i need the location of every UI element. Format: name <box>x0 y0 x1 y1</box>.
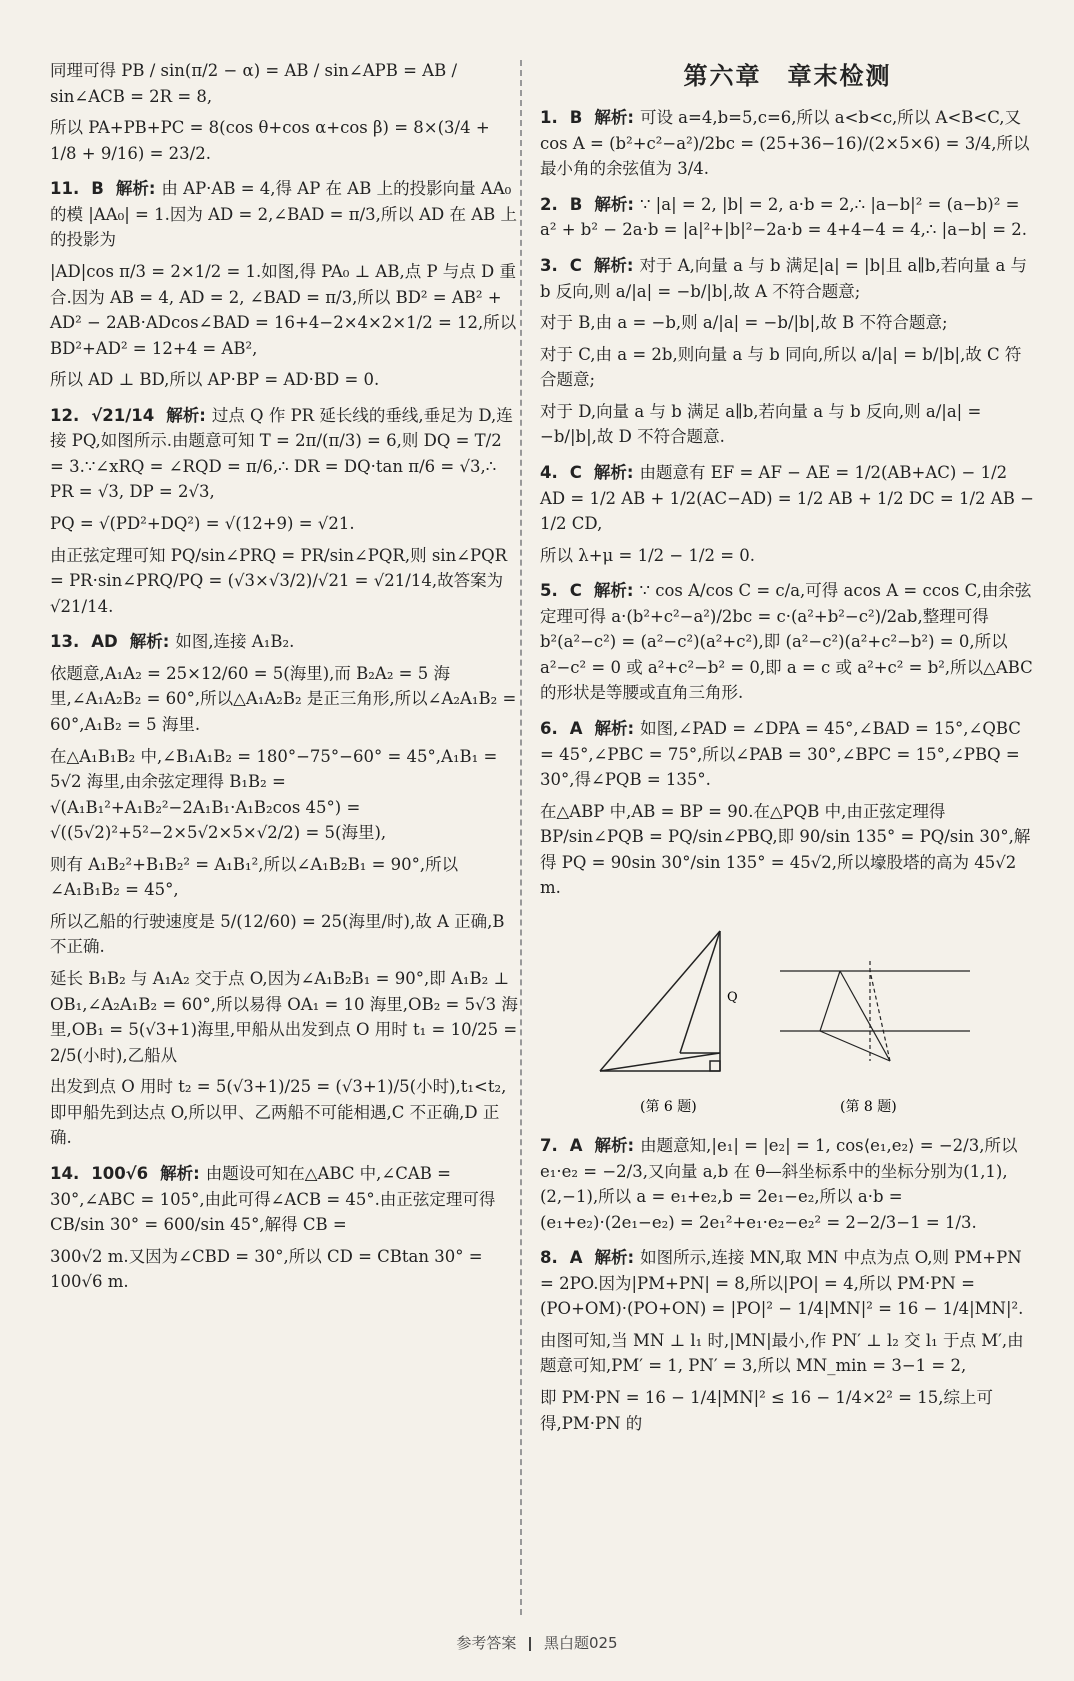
question-3 <box>540 253 1035 450</box>
analysis-label: 解析: <box>593 581 634 601</box>
text-line: 在△A₁B₁B₂ 中,∠B₁A₁B₂ = 180°−75°−60° = 45°,A₁B₁ = 5√2 海里,由余弦定理得 B₁B₂ = √(A₁B₁²+A₁B₂²−2A₁B₁·A₁B₂cos 45°) = √((5√2)²+5²−2×5√2×5×√2/2) = 5(海里), <box>50 746 498 843</box>
footer-left: 参考答案 <box>456 1634 517 1652</box>
text-line: ∵ cos A/cos C = c/a,可得 acos A = ccos C,由余弦定理可得 a·(b²+c²−a²)/2bc = c·(a²+b²−c²)/2ab,整理可得 b²(a²−c²) = (a²−c²)(a²+c²),即 (a²−c²)(a²+c²−b²) = 0,所以 a²−c² = 0 或 a²+c²−b² = 0,即 a = c 或 a²+c² = b²,所以△ABC 的形状是等腰或直角三角形. <box>540 581 1033 703</box>
question-number: 13. <box>50 632 80 652</box>
text-line: 对于 A,向量 a 与 b 满足|a| = |b|且 a∥b,若向量 a 与 b 反向,则 a/|a| = −b/|b|,故 A 不符合题意; <box>540 256 1028 301</box>
answer-choice: C <box>569 581 582 601</box>
analysis-label: 解析: <box>129 632 170 652</box>
question-number: 6. <box>540 719 558 738</box>
figure-6 <box>600 931 720 1071</box>
text-line: 依题意,A₁A₂ = 25×12/60 = 5(海里),而 B₂A₂ = 5 海里,∠A₁A₂B₂ = 60°,所以△A₁A₂B₂ 是正三角形,所以∠A₂A₁B₂ = 60°,A₁B₂ = 5 海里. <box>50 663 517 734</box>
answer-choice: A <box>569 1248 583 1268</box>
analysis-label: 解析: <box>115 179 156 199</box>
text-line: 所以 PA+PB+PC = 8(cos θ+cos α+cos β) = 8×(3/4 + 1/8 + 9/16) = 23/2. <box>50 118 490 163</box>
question-number: 12. <box>50 405 80 425</box>
answer-choice: A <box>569 719 583 738</box>
text-line: 出发到点 O 用时 t₂ = 5(√3+1)/25 = (√3+1)/5(小时),t₁<t₂,即甲船先到达点 O,所以甲、乙两船不可能相遇,C 不正确,D 正确. <box>50 1077 507 1148</box>
question-6 <box>540 716 1035 901</box>
question-11 <box>50 176 520 393</box>
question-number: 5. <box>540 581 558 601</box>
analysis-label: 解析: <box>594 194 634 214</box>
page-footer <box>0 1632 1074 1653</box>
text-line: 过点 Q 作 PR 延长线的垂线,垂足为 D,连接 PQ,如图所示.由题意可知 T = 2π/(π/3) = 6,则 DQ = T/2 = 3.∵∠xRQ = ∠RQD = π/6,∴ DR = DQ·tan π/6 = √3,∴ PR = √3, DP = 2√3, <box>50 405 513 502</box>
question-number: 2. <box>540 194 558 214</box>
answer-choice: A <box>569 1135 583 1155</box>
answer-choice: B <box>91 179 104 199</box>
question-4 <box>540 460 1035 568</box>
figure-8 <box>780 961 970 1061</box>
question-7 <box>540 1133 1035 1235</box>
text-line: 由图可知,当 MN ⊥ l₁ 时,|MN|最小,作 PN′ ⊥ l₂ 交 l₁ 于点 M′,由题意可知,PM′ = 1, PN′ = 3,所以 MN_min = 3−1 = 2, <box>540 1330 1024 1376</box>
text-line: 所以 AD ⊥ BD,所以 AP·BP = AD·BD = 0. <box>50 370 380 390</box>
analysis-label: 解析: <box>594 1135 635 1155</box>
text-line: 同理可得 PB / sin(π/2 − α) = AB / sin∠APB = AB / sin∠ACB = 2R = 8, <box>50 61 458 106</box>
answer-choice: C <box>569 462 582 482</box>
intro-block <box>50 58 520 166</box>
text-line: 由正弦定理可知 PQ/sin∠PRQ = PR/sin∠PQR,则 sin∠PQR = PR·sin∠PRQ/PQ = (√3×√3/2)/√21 = √21/14,故答案为 √21/14. <box>50 545 508 616</box>
question-13 <box>50 629 520 1151</box>
text-line: 300√2 m.又因为∠CBD = 30°,所以 CD = CBtan 30° = 100√6 m. <box>50 1246 483 1292</box>
answer-value: 100√6 <box>91 1163 149 1183</box>
answer-choice: C <box>569 256 582 275</box>
text-line: 对于 B,由 a = −b,则 a/|a| = −b/|b|,故 B 不符合题意; <box>540 313 948 333</box>
analysis-label: 解析: <box>593 256 634 275</box>
analysis-label: 解析: <box>594 719 635 738</box>
analysis-label: 解析: <box>594 108 634 128</box>
question-12 <box>50 403 520 620</box>
figure-row <box>540 911 1035 1121</box>
answer-value: √21/14 <box>91 405 155 425</box>
question-14 <box>50 1161 520 1295</box>
question-number: 7. <box>540 1135 558 1155</box>
text-line: 则有 A₁B₂²+B₁B₂² = A₁B₁²,所以∠A₁B₂B₁ = 90°,所以∠A₁B₁B₂ = 45°, <box>50 854 459 900</box>
question-5 <box>540 578 1035 706</box>
text-line: 所以乙船的行驶速度是 5/(12/60) = 25(海里/时),故 A 正确,B 不正确. <box>50 911 505 957</box>
text-line: ∵ |a| = 2, |b| = 2, a·b = 2,∴ |a−b|² = (a−b)² = a² + b² − 2a·b = |a|²+|b|²−2a·b = 4+4−4 = 4,∴ |a−b| = 2. <box>540 194 1028 240</box>
answer-choice: B <box>569 108 583 128</box>
question-number: 4. <box>540 462 558 482</box>
analysis-label: 解析: <box>594 1248 635 1268</box>
text-line: |AD|cos π/3 = 2×1/2 = 1.如图,得 PA₀ ⊥ AB,点 P 与点 D 重合.因为 AB = 4, AD = 2, ∠BAD = π/3,所以 BD² = AB² + AD² − 2AB·ADcos∠BAD = 16+4−2×4×2×1/2 = 12,所以 BD²+AD² = 12+4 = AB², <box>50 261 517 358</box>
right-column <box>540 58 1035 1446</box>
chapter-title: 第六章 章末检测 <box>683 62 892 90</box>
text-line: 由题意有 EF = AF − AE = 1/2(AB+AC) − 1/2 AD = 1/2 AB + 1/2(AC−AD) = 1/2 AB + 1/2 DC = 1/2 AB − 1/2 CD, <box>540 462 1034 534</box>
question-number: 3. <box>540 256 558 275</box>
analysis-label: 解析: <box>166 405 206 425</box>
question-number: 1. <box>540 108 558 128</box>
text-line: 在△ABP 中,AB = BP = 90.在△PQB 中,由正弦定理得 BP/sin∠PQB = PQ/sin∠PBQ,即 90/sin 135° = PQ/sin 30°,解得 PQ = 90sin 30°/sin 135° = 45√2,所以壕股塔的高为 45√2 m. <box>540 801 1031 898</box>
question-number: 11. <box>50 179 80 199</box>
figures-6-8 <box>540 911 1035 1121</box>
answer-choice: B <box>569 194 583 214</box>
text-line: 由题意知,|e₁| = |e₂| = 1, cos⟨e₁,e₂⟩ = −2/3,所以 e₁·e₂ = −2/3,又向量 a,b 在 θ—斜坐标系中的坐标分别为(1,1),(2,−1),所以 a = e₁+e₂,b = 2e₁−e₂,所以 a·b = (e₁+e₂)·(2e₁−e₂) = 2e₁²+e₁·e₂−e₂² = 2−2/3−1 = 1/3. <box>540 1135 1018 1232</box>
column-divider <box>520 60 522 1615</box>
question-number: 14. <box>50 1163 80 1183</box>
figure-label: Q <box>727 989 738 1005</box>
question-8 <box>540 1245 1035 1436</box>
footer-separator <box>529 1637 531 1651</box>
text-line: 如图,连接 A₁B₂. <box>175 632 295 652</box>
analysis-label: 解析: <box>593 462 634 482</box>
text-line: 如图所示,连接 MN,取 MN 中点为点 O,则 PM+PN = 2PO.因为|PM+PN| = 8,所以|PO| = 4,所以 PM·PN = (PO+OM)·(PO+ON) = |PO|² − 1/4|MN|² = 16 − 1/4|MN|². <box>540 1248 1024 1319</box>
text-line: 如图,∠PAD = ∠DPA = 45°,∠BAD = 15°,∠QBC = 45°,∠PBC = 75°,所以∠PAB = 30°,∠BPC = 15°,∠PBQ = 30°,得∠PQB = 135°. <box>540 719 1021 790</box>
text-line: 由题设可知在△ABC 中,∠CAB = 30°,∠ABC = 105°,由此可得∠ACB = 45°.由正弦定理可得 CB/sin 30° = 600/sin 45°,解得 CB = <box>50 1163 496 1235</box>
question-2 <box>540 192 1035 243</box>
figure-6-caption: (第 6 题) <box>640 1098 697 1115</box>
question-1 <box>540 105 1035 182</box>
text-line: 所以 λ+μ = 1/2 − 1/2 = 0. <box>540 545 756 565</box>
analysis-label: 解析: <box>160 1163 200 1183</box>
text-line: 即 PM·PN = 16 − 1/4|MN|² ≤ 16 − 1/4×2² = 15,综上可得,PM·PN 的 <box>540 1388 993 1433</box>
text-line: 对于 D,向量 a 与 b 满足 a∥b,若向量 a 与 b 反向,则 a/|a| = −b/|b|,故 D 不符合题意. <box>540 401 982 447</box>
text-line: 延长 B₁B₂ 与 A₁A₂ 交于点 O,因为∠A₁B₂B₁ = 90°,即 A₁B₂ ⊥ OB₁,∠A₂A₁B₂ = 60°,所以易得 OA₁ = 10 海里,OB₂ = 5√3 海里,OB₁ = 5(√3+1)海里,甲船从出发到点 O 用时 t₁ = 10/25 = 2/5(小时),乙船从 <box>50 969 518 1065</box>
question-number: 8. <box>540 1248 558 1268</box>
text-line: PQ = √(PD²+DQ²) = √(12+9) = √21. <box>50 514 355 533</box>
figure-8-caption: (第 8 题) <box>840 1098 897 1115</box>
text-line: 对于 C,由 a = 2b,则向量 a 与 b 同向,所以 a/|a| = b/|b|,故 C 符合题意; <box>540 344 1022 390</box>
footer-right: 黑白题025 <box>543 1634 618 1652</box>
left-column <box>50 58 520 1305</box>
text-line: 可设 a=4,b=5,c=6,所以 a<b<c,所以 A<B<C,又 cos A = (b²+c²−a²)/2bc = (25+36−16)/(2×5×6) = 3/4,所以最小角的余弦值为 3/4. <box>540 108 1030 179</box>
text-line: 由 AP·AB = 4,得 AP 在 AB 上的投影向量 AA₀ 的模 |AA₀| = 1.因为 AD = 2,∠BAD = π/3,所以 AD 在 AB 上的投影为 <box>50 179 518 250</box>
answer-choice: AD <box>91 632 118 652</box>
